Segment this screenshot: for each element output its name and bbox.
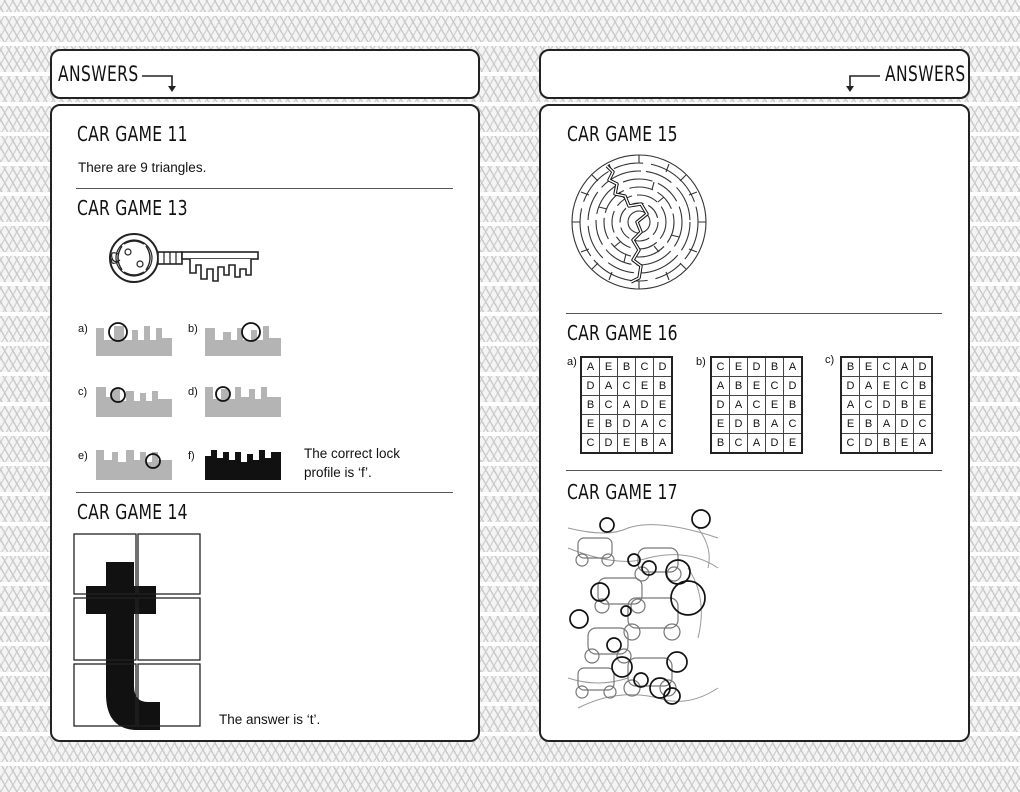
option-label-b: b) xyxy=(188,323,198,335)
grid-cell: C xyxy=(748,396,766,415)
grid-cell: B xyxy=(600,415,618,434)
grid-row xyxy=(581,357,672,377)
grid-label-c: c) xyxy=(825,354,835,366)
right-header-label: ANSWERS xyxy=(885,62,966,86)
grid-cell: D xyxy=(618,415,636,434)
grid-cell: C xyxy=(878,357,896,377)
grid-cell: A xyxy=(841,396,860,415)
grid-cell: B xyxy=(654,377,673,396)
grid-cell: C xyxy=(600,396,618,415)
grid-cell: A xyxy=(730,396,748,415)
lock-profile-b xyxy=(205,320,281,356)
grid-cell: E xyxy=(914,396,933,415)
grid-cell: B xyxy=(748,415,766,434)
game17-title: CAR GAME 17 xyxy=(567,480,678,504)
grid-cell: D xyxy=(711,396,730,415)
option-label-d: d) xyxy=(188,386,198,398)
grid-row xyxy=(841,434,932,454)
grid-cell: A xyxy=(748,434,766,454)
grid-cell: D xyxy=(841,377,860,396)
grid-cell: A xyxy=(896,357,914,377)
grid-cell: A xyxy=(618,396,636,415)
circular-maze xyxy=(569,152,709,292)
grid-cell: C xyxy=(654,415,673,434)
grid-cell: D xyxy=(878,396,896,415)
option-label-a: a) xyxy=(78,323,88,335)
option-label-c: c) xyxy=(78,386,88,398)
grid-cell: E xyxy=(878,377,896,396)
grid-row xyxy=(711,434,802,454)
grid-cell: E xyxy=(600,357,618,377)
game13-title: CAR GAME 13 xyxy=(77,196,188,220)
grid-label-a: a) xyxy=(567,356,577,368)
grid-cell: E xyxy=(841,415,860,434)
grid-cell: E xyxy=(581,415,600,434)
letter-grid-a xyxy=(580,356,673,454)
grid-cell: D xyxy=(860,434,878,454)
grid-cell: D xyxy=(896,415,914,434)
option-label-f: f) xyxy=(188,450,195,462)
grid-cell: B xyxy=(784,396,803,415)
game13-answer-line2: profile is ‘f’. xyxy=(304,465,372,480)
grid-cell: B xyxy=(878,434,896,454)
grid-cell: C xyxy=(711,357,730,377)
grid-label-b: b) xyxy=(696,356,706,368)
grid-cell: A xyxy=(581,357,600,377)
grid-cell: C xyxy=(581,434,600,454)
key-illustration xyxy=(104,224,264,294)
grid-cell: A xyxy=(878,415,896,434)
grid-cell: D xyxy=(914,357,933,377)
grid-cell: D xyxy=(600,434,618,454)
game14-answer: The answer is ‘t’. xyxy=(219,712,321,727)
lock-profile-a xyxy=(96,320,172,356)
grid-cell: E xyxy=(896,434,914,454)
option-label-e: e) xyxy=(78,450,88,462)
grid-cell: C xyxy=(860,396,878,415)
grid-cell: A xyxy=(766,415,784,434)
divider xyxy=(566,470,942,471)
game11-title: CAR GAME 11 xyxy=(77,122,188,146)
grid-row xyxy=(841,396,932,415)
grid-row xyxy=(841,415,932,434)
grid-cell: B xyxy=(766,357,784,377)
grid-cell: A xyxy=(860,377,878,396)
letter-grid-c xyxy=(840,356,933,454)
grid-row xyxy=(711,357,802,377)
grid-cell: C xyxy=(784,415,803,434)
lock-profile-d xyxy=(205,383,281,417)
grid-cell: E xyxy=(654,396,673,415)
grid-cell: B xyxy=(636,434,654,454)
grid-cell: E xyxy=(860,357,878,377)
grid-cell: A xyxy=(636,415,654,434)
grid-cell: A xyxy=(784,357,803,377)
grid-cell: B xyxy=(914,377,933,396)
game13-answer-line1: The correct lock xyxy=(304,446,401,461)
arrow-down-right-icon xyxy=(140,68,180,94)
lock-profile-e xyxy=(96,446,172,480)
grid-cell: C xyxy=(766,377,784,396)
grid-cell: E xyxy=(784,434,803,454)
grid-cell: A xyxy=(654,434,673,454)
grid-cell: E xyxy=(766,396,784,415)
grid-row xyxy=(581,415,672,434)
grid-row xyxy=(841,357,932,377)
grid-cell: D xyxy=(730,415,748,434)
grid-cell: A xyxy=(914,434,933,454)
game16-title: CAR GAME 16 xyxy=(567,321,678,345)
grid-cell: E xyxy=(711,415,730,434)
grid-row xyxy=(711,415,802,434)
letter-grid-b xyxy=(710,356,803,454)
arrow-down-left-icon xyxy=(842,68,882,94)
grid-row xyxy=(581,377,672,396)
grid-cell: B xyxy=(618,357,636,377)
grid-cell: A xyxy=(711,377,730,396)
grid-cell: E xyxy=(618,434,636,454)
grid-cell: E xyxy=(730,357,748,377)
grid-cell: B xyxy=(730,377,748,396)
grid-cell: E xyxy=(636,377,654,396)
grid-row xyxy=(711,377,802,396)
grid-cell: B xyxy=(581,396,600,415)
divider xyxy=(566,313,942,314)
grid-cell: C xyxy=(841,434,860,454)
grid-cell: C xyxy=(636,357,654,377)
game15-title: CAR GAME 15 xyxy=(567,122,678,146)
grid-row xyxy=(581,434,672,454)
grid-cell: C xyxy=(730,434,748,454)
grid-cell: D xyxy=(766,434,784,454)
grid-cell: B xyxy=(860,415,878,434)
divider xyxy=(76,188,453,189)
grid-cell: D xyxy=(636,396,654,415)
grid-cell: D xyxy=(581,377,600,396)
grid-cell: D xyxy=(748,357,766,377)
game14-title: CAR GAME 14 xyxy=(77,500,188,524)
grid-cell: B xyxy=(896,396,914,415)
grid-row xyxy=(711,396,802,415)
grid-cell: B xyxy=(841,357,860,377)
grid-row xyxy=(581,396,672,415)
grid-cell: C xyxy=(914,415,933,434)
grid-cell: D xyxy=(784,377,803,396)
grid-row xyxy=(841,377,932,396)
grid-cell: C xyxy=(618,377,636,396)
grid-cell: C xyxy=(896,377,914,396)
grid-cell: B xyxy=(711,434,730,454)
lock-profile-f[interactable] xyxy=(205,446,281,480)
grid-cell: A xyxy=(600,377,618,396)
left-header-label: ANSWERS xyxy=(58,62,139,86)
letter-t-puzzle xyxy=(72,532,204,728)
game11-answer: There are 9 triangles. xyxy=(78,160,207,175)
grid-cell: D xyxy=(654,357,673,377)
divider xyxy=(76,492,453,493)
race-illustration xyxy=(568,508,720,726)
lock-profile-c xyxy=(96,383,172,417)
grid-cell: E xyxy=(748,377,766,396)
